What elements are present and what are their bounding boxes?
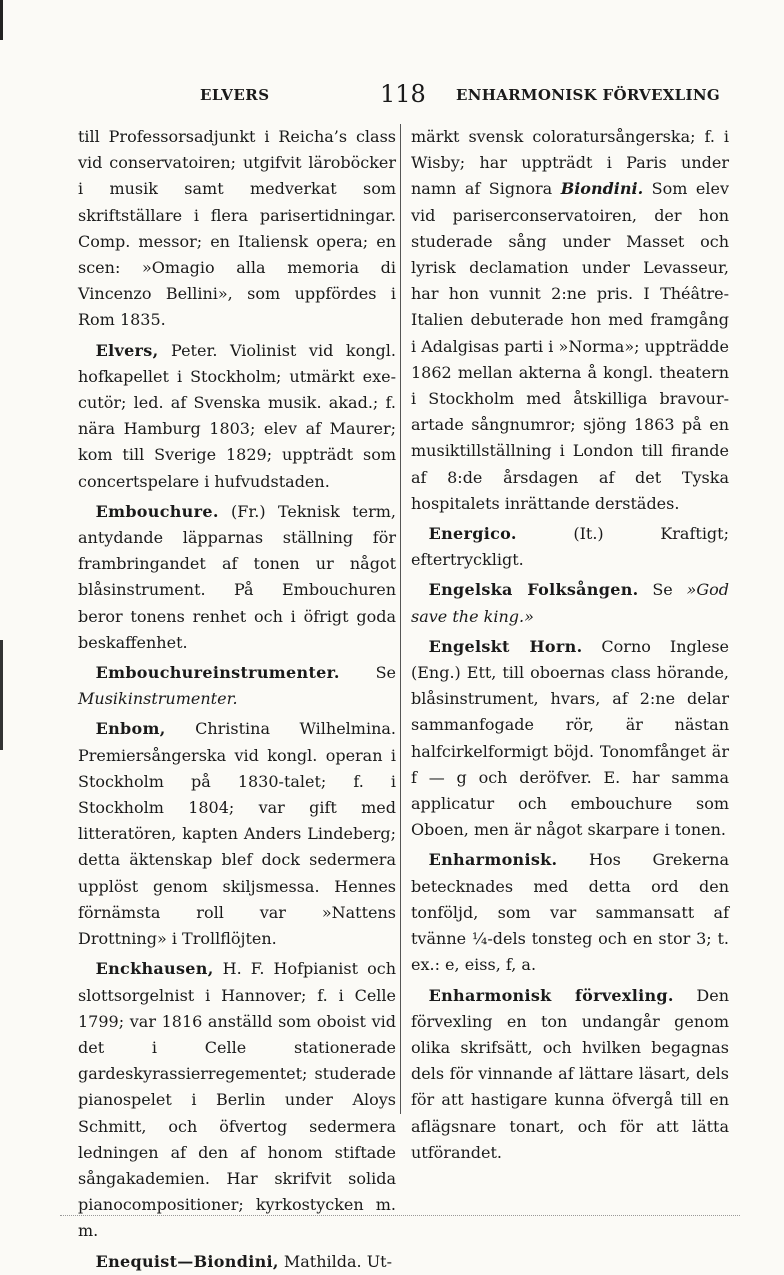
entry-text: Corno Inglese (Eng.) Ett, till oboernas class hörande, blåsinstrument, hvars, af 2:ne delar sammanfogade rör, är nästan halfcirkelformigt böjd. Tonomfånget är f — g och deröfver. E. har samma applicatur och embouchure som Oboen, men är något skarpare i tonen.	[411, 636, 730, 840]
entry-text: Hos Grekerna betecknades med detta ord den tonföljd, som var sammansatt af tvänne ¼-dels tonsteg och en stor 3; t. ex.: e, eiss, f, a.	[411, 850, 729, 975]
running-header	[0, 80, 784, 110]
entry-continuation	[411, 124, 729, 517]
headword: Embouchure.	[95, 501, 219, 521]
stage-name: Biondini.	[560, 179, 644, 199]
column-rule	[400, 124, 401, 1114]
entry-engelska-folksangen	[411, 577, 729, 629]
right-column	[411, 124, 730, 1162]
bottom-edge-dots	[60, 1215, 740, 1217]
header-left-catchword: ELVERS	[200, 86, 270, 104]
entry-engelskt-horn	[411, 634, 729, 844]
entry-text: Som elev vid pariserconservatoiren, der hon studerade sång under Masset och lyrisk declamation under Levasseur, har hon vunnit 2:ne pris. I Théâtre-Italien debuterade hon med framgång i Adalgisas parti i »Norma»; uppträdde 1862 mellan akterna å kongl. theatern i Stockholm med åtskilliga bravour-artade sångnumror; sjöng 1863 på en musiktillställning i London till firande af 8:de årsdagen af det Tyska hospitalets inrättande derstädes.	[411, 179, 729, 513]
headword: Enbom,	[95, 719, 166, 739]
entry-text: H. F. Hofpianist och slottsorgelnist i Hannover; f. i Celle 1799; var 1816 anställd som oboist vid det i Celle stationerade gardeskyrassierregementet; studerade pianospelet i Berlin under Aloys Schmitt, och öfvertog sedermera ledningen af den af honom stiftade sångakademien. Har skrifvit solida pianocompositioner; kyrkostycken m. m.	[78, 959, 396, 1241]
entry-enharmonisk	[411, 847, 729, 978]
header-right-catchword: ENHARMONISK FÖRVEXLING	[456, 86, 720, 104]
entry-energico	[411, 521, 729, 573]
page-number: 118	[380, 80, 426, 108]
entry-elvers	[78, 338, 396, 495]
entry-text: (Fr.) Teknisk term, antydande läpparnas ställning för frambringandet af tonen ur något blåsinstrument. På Embouchuren beror tonens renhet och i öfrigt goda beskaffenhet.	[78, 501, 396, 652]
headword: Enharmonisk förvexling.	[428, 985, 674, 1005]
headword: Embouchureinstrumenter.	[95, 663, 340, 683]
cross-reference: »God save the king.»	[411, 580, 729, 626]
entry-text: till Professorsadjunkt i Reicha’s class vid conservatoiren; utgifvit läroböcker i musik samt medverkat som skriftställare i flera parisertidningar. Comp. messor; en Italiensk opera; en scen: »Omagio alla memoria di Vincenzo Bellini», som uppfördes i Rom 1835.	[78, 127, 396, 330]
edge-mark-top	[0, 0, 3, 40]
entry-text: Mathilda. Ut-	[278, 1251, 393, 1271]
headword: Engelskt Horn.	[428, 636, 583, 656]
entry-text: Den förvexling en ton undangår genom olika skrifsätt, och hvilken begagnas dels för vinnande af lättare läsart, dels för att hastigare kunna öfvergå till en aflägsnare tonart, och för att lätta utförandet.	[411, 985, 729, 1162]
entry-continuation	[78, 124, 396, 334]
entry-text: märkt svensk coloratursångerska; f. i Wisby; har uppträdt i Paris under namn af Signora	[411, 127, 729, 199]
entry-text: Christina Wilhelmina. Premiersångerska vid kongl. operan i Stockholm på 1830-talet; f. i Stockholm 1804; var gift med litteratören, kapten Anders Lindeberg; detta äktenskap blef dock sedermera upplöst genom skiljsmessa. Hennes förnämsta roll var »Nattens Drottning» i Trollflöjten.	[78, 719, 396, 949]
edge-mark-binding	[0, 640, 3, 750]
headword: Enckhausen,	[95, 959, 214, 979]
entry-text: Se	[638, 580, 687, 600]
entry-enequist	[78, 1249, 396, 1275]
entry-text: Peter. Violinist vid kongl. hofkapellet i Stockholm; utmärkt executör; led. af Svenska musik. akad.; f. nära Hamburg 1803; elev af Maurer; kom till Sverige 1829; uppträdt som concertspelare i hufvudstaden.	[78, 340, 396, 491]
entry-enharmonisk-forvexling	[411, 983, 729, 1166]
entry-enckhausen	[78, 956, 396, 1244]
headword: Enharmonisk.	[428, 850, 558, 870]
entry-enbom	[78, 716, 396, 952]
entry-text: Se	[339, 663, 396, 683]
headword: Energico.	[428, 524, 517, 544]
headword: Engelska Folksången.	[428, 580, 639, 600]
headword: Elvers,	[95, 340, 159, 360]
entry-text: (It.) Kraftigt; eftertryckligt.	[411, 524, 729, 570]
entry-embouchureinstrumenter	[78, 660, 396, 712]
left-column	[78, 124, 396, 1271]
cross-reference: Musikinstrumenter.	[78, 689, 238, 709]
entry-embouchure	[78, 499, 396, 656]
headword: Enequist—Biondini,	[95, 1251, 279, 1271]
